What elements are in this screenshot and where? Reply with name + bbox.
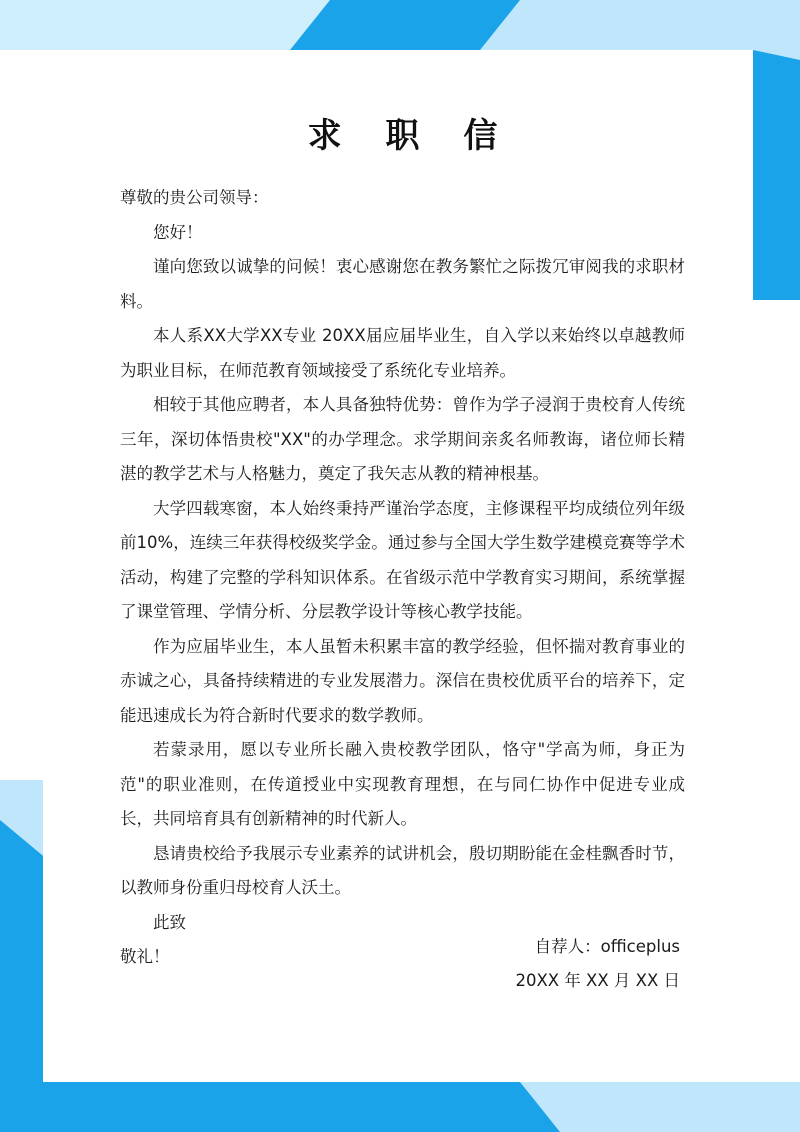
paragraph: 大学四载寒窗，本人始终秉持严谨治学态度，主修课程平均成绩位列年级前10%，连续三年获得校级奖学金。通过参与全国大学生数学建模竞赛等学术活动，构建了完整的学科知识体系。在省级示范中学教育实习期间，系统掌握了课堂管理、学情分析、分层教学设计等核心教学技能。 bbox=[120, 498, 685, 621]
paragraph: 若蒙录用，愿以专业所长融入贵校教学团队，恪守"学高为师，身正为范"的职业准则，在传道授业中实现教育理想，在与同仁协作中促进专业成长，共同培育具有创新精神的时代新人。 bbox=[120, 740, 685, 828]
salutation: 尊敬的贵公司领导： bbox=[120, 188, 269, 207]
greeting: 您好！ bbox=[153, 222, 203, 242]
paragraph: 谨向您致以诚挚的问候！衷心感谢您在教务繁忙之际拨冗审阅我的求职材料。 bbox=[120, 257, 685, 311]
date: 20XX 年 XX 月 XX 日 bbox=[515, 971, 680, 990]
paragraph: 恳请贵校给予我展示专业素养的试讲机会，殷切期盼能在金桂飘香时节，以教师身份重归母校育人沃土。 bbox=[120, 843, 685, 897]
paragraph: 相较于其他应聘者，本人具备独特优势：曾作为学子浸润于贵校育人传统三年，深切体悟贵校"XX"的办学理念。求学期间亲炙名师教诲，诸位师长精湛的教学艺术与人格魅力，奠定了我矢志从教的精神根基。 bbox=[120, 395, 685, 483]
closing-line-2: 敬礼！ bbox=[120, 947, 170, 966]
closing-line-1: 此致 bbox=[153, 912, 186, 932]
letter-title: 求 职 信 bbox=[307, 116, 514, 156]
bottom-mid-shape bbox=[100, 1082, 560, 1132]
paragraph: 作为应届毕业生，本人虽暂未积累丰富的教学经验，但怀揣对教育事业的赤诚之心，具备持续精进的专业发展潜力。深信在贵校优质平台的培养下，定能迅速成长为符合新时代要求的数学教师。 bbox=[120, 636, 685, 725]
signature: 自荐人：officeplus bbox=[534, 937, 680, 956]
paragraph: 本人系XX大学XX专业 20XX届应届毕业生，自入学以来始终以卓越教师为职业目标，在师范教育领域接受了系统化专业培养。 bbox=[120, 326, 685, 380]
letter-body bbox=[120, 100, 685, 975]
